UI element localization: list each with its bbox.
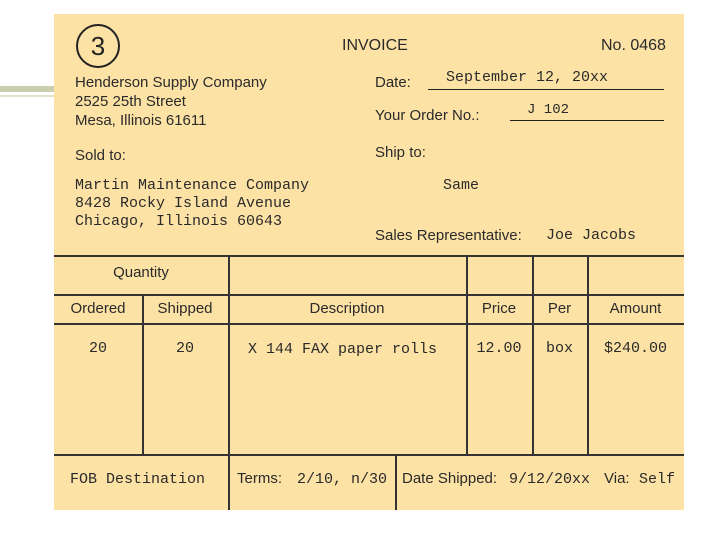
sold-to-city: Chicago, Illinois 60643: [75, 213, 283, 230]
col-header-price: Price: [481, 300, 517, 317]
col-header-per: Per: [547, 300, 572, 317]
seller-city: Mesa, Illinois 61611: [75, 112, 207, 129]
cell-amount: $240.00: [603, 340, 667, 357]
sold-to-name: Martin Maintenance Company: [75, 177, 310, 194]
invoice-title: INVOICE: [342, 37, 408, 54]
seller-street: 2525 25th Street: [75, 93, 186, 110]
sold-to-label: Sold to:: [75, 147, 126, 164]
quantity-header: Quantity: [113, 264, 169, 281]
table-top-border: [54, 255, 684, 257]
via-value: Self: [639, 471, 676, 488]
date-shipped-value: 9/12/20xx: [509, 471, 591, 488]
cell-description: X 144 FAX paper rolls: [248, 341, 438, 358]
date-shipped-label: Date Shipped:: [402, 470, 498, 487]
order-value: J 102: [527, 102, 570, 118]
invoice-badge: 3: [76, 24, 120, 68]
cell-ordered: 20: [88, 340, 107, 357]
col-divider-2: [228, 255, 230, 454]
invoice-number: No. 0468: [601, 37, 666, 54]
decorative-bar: [0, 86, 54, 92]
table-bottom-border: [54, 454, 684, 456]
date-label: Date:: [375, 74, 411, 91]
order-underline: [510, 120, 664, 121]
footer-divider-1: [228, 454, 230, 510]
rep-label: Sales Representative:: [375, 227, 522, 244]
col-divider-1: [142, 294, 144, 454]
footer-divider-2: [395, 454, 397, 510]
date-value: September 12, 20xx: [446, 69, 609, 86]
fob-text: FOB Destination: [70, 471, 206, 488]
sold-to-street: 8428 Rocky Island Avenue: [75, 195, 292, 212]
invoice-sheet: [54, 14, 684, 510]
col-header-ordered: Ordered: [70, 300, 126, 317]
cell-shipped: 20: [175, 340, 194, 357]
terms-value: 2/10, n/30: [297, 471, 388, 488]
via-label: Via:: [604, 470, 630, 487]
cell-per: box: [545, 340, 573, 357]
header-bottom-border: [54, 323, 684, 325]
order-label: Your Order No.:: [375, 107, 480, 124]
ship-to-label: Ship to:: [375, 144, 426, 161]
cell-price: 12.00: [476, 340, 522, 357]
rep-value: Joe Jacobs: [546, 227, 637, 244]
col-header-amount: Amount: [609, 300, 662, 317]
col-header-description: Description: [309, 300, 385, 317]
ship-to-value: Same: [443, 177, 480, 194]
header-divider: [54, 294, 684, 296]
seller-name: Henderson Supply Company: [75, 74, 267, 91]
date-underline: [428, 89, 664, 90]
col-header-shipped: Shipped: [157, 300, 213, 317]
terms-label: Terms:: [237, 470, 282, 487]
decorative-bar-thin: [0, 95, 54, 97]
